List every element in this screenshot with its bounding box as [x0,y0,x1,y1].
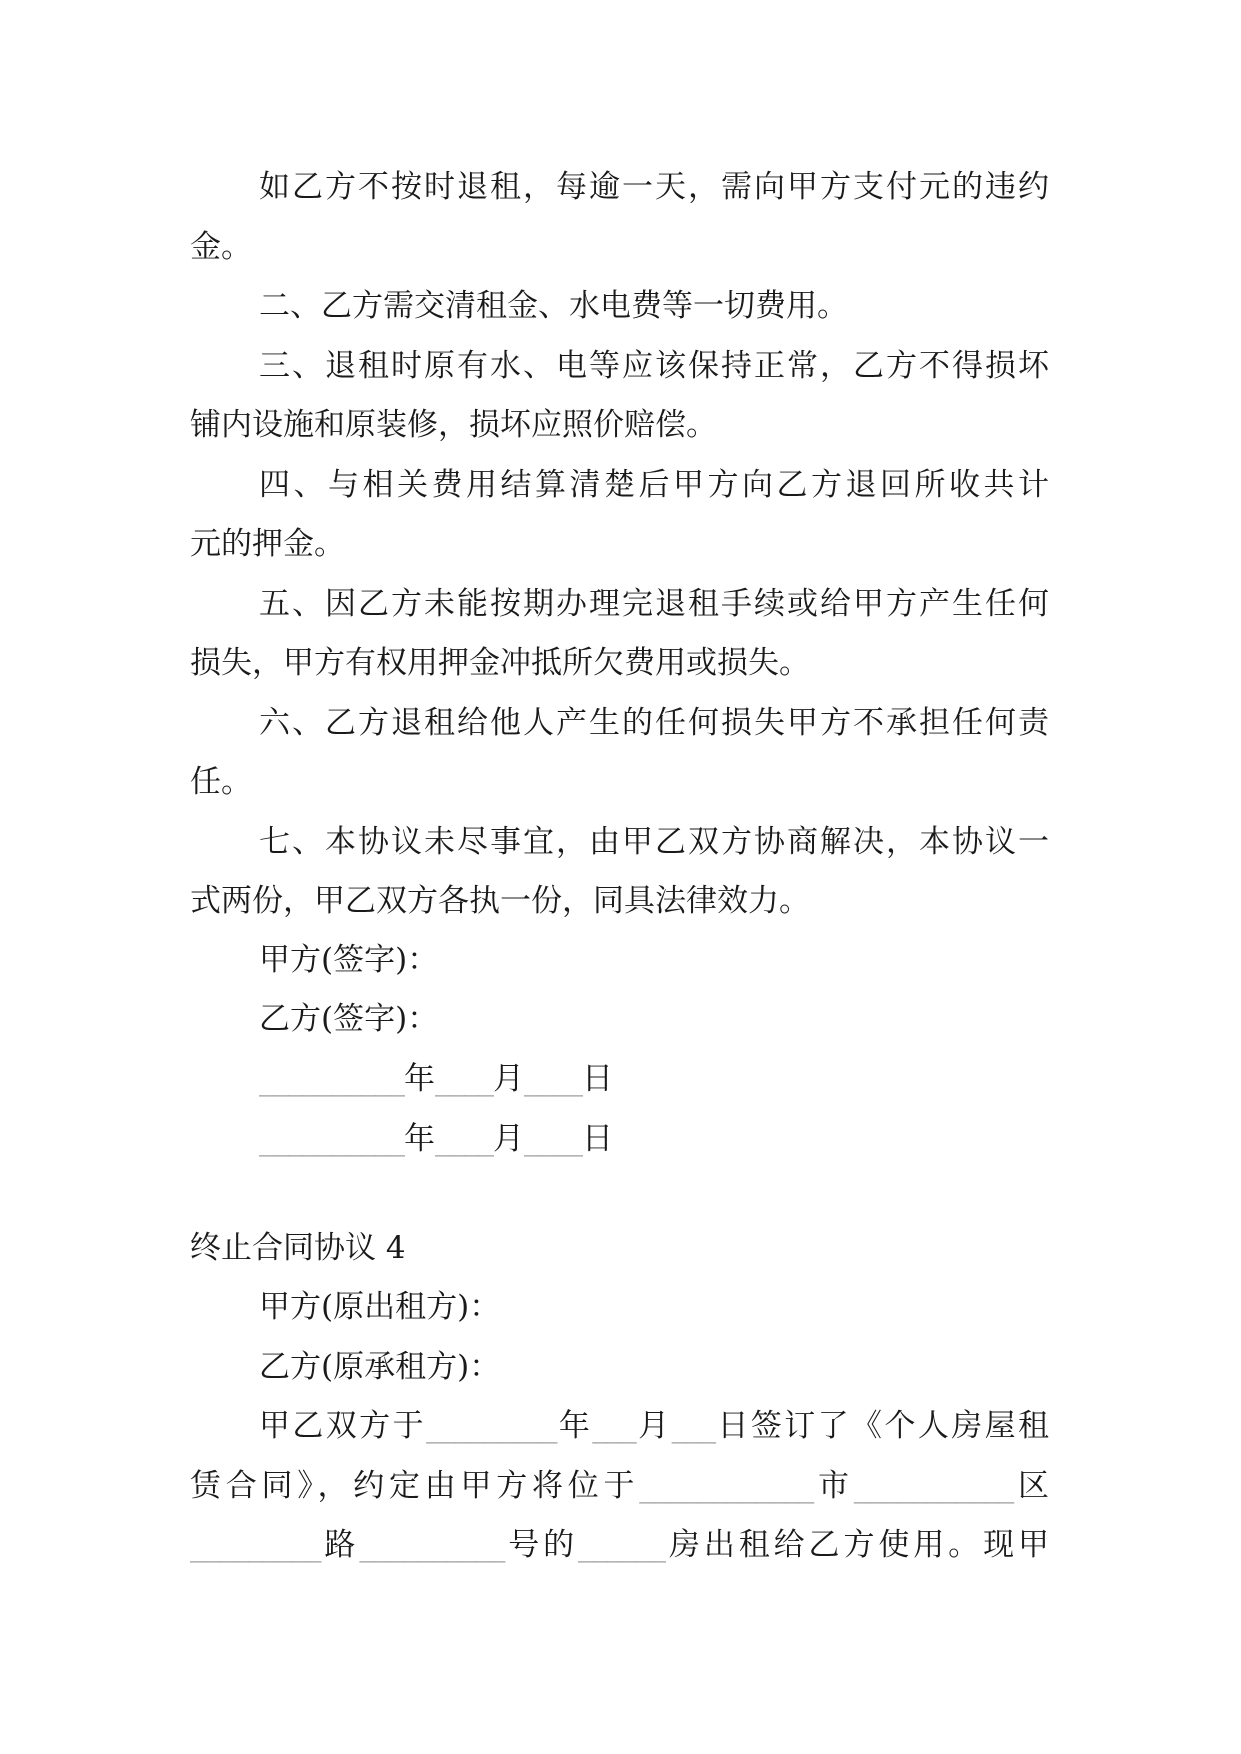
contract-text: 路 [320,1527,360,1563]
contract-text: 甲乙双方于 [259,1408,426,1444]
blank-year: __________ [259,1121,404,1157]
blank-year: __________ [259,1061,404,1097]
clause-seven: 七、本协议未尽事宜，由甲乙双方协商解决，本协议一 [259,824,1049,860]
month-label: 月 [493,1061,524,1097]
date-line [259,1059,613,1099]
clause-three: 三、退租时原有水、电等应该保持正常，乙方不得损坏 [259,348,1049,384]
blank-field: ___ [592,1408,636,1444]
contract-text: 日签订了《个人房屋租 [715,1408,1050,1444]
contract-line-3 [190,1525,1049,1565]
contract-text: 月 [635,1408,672,1444]
year-label: 年 [404,1121,435,1157]
clause-three-cont: 铺内设施和原装修，损坏应照价赔偿。 [190,407,717,443]
blank-field: ___ [671,1408,716,1444]
day-label: 日 [582,1061,613,1097]
clause-five-cont: 损失，甲方有权用押金冲抵所欠费用或损失。 [190,645,810,681]
party-a-signature: 甲方(签字)： [259,942,439,978]
blank-field: ____________ [639,1468,814,1504]
clause-four: 四、与相关费用结算清楚后甲方向乙方退回所收共计 [259,467,1049,503]
blank-field: __________ [359,1527,505,1563]
contract-text: 赁合同》，约定由甲方将位于 [190,1468,640,1504]
blank-month: ____ [435,1061,493,1097]
contract-text: 区 [1013,1468,1049,1504]
year-label: 年 [404,1061,435,1097]
blank-field: _________ [425,1408,557,1444]
blank-day: ____ [524,1061,582,1097]
party-a-lessor: 甲方(原出租方)： [259,1289,501,1325]
party-b-lessee: 乙方(原承租方)： [259,1349,501,1385]
paragraph-late-penalty: 如乙方不按时退租，每逾一天，需向甲方支付元的违约 [259,169,1049,205]
paragraph-late-penalty-cont: 金。 [190,229,252,265]
contract-text: 市 [813,1468,854,1504]
party-b-signature: 乙方(签字)： [259,1001,439,1037]
clause-seven-cont: 式两份，甲乙双方各执一份，同具法律效力。 [190,883,810,919]
blank-field: ______ [578,1527,666,1563]
contract-text: 房出租给乙方使用。现甲 [665,1527,1049,1563]
clause-six-cont: 任。 [190,764,252,800]
blank-day: ____ [524,1121,582,1157]
contract-line-1 [259,1406,1049,1446]
blank-month: ____ [435,1121,493,1157]
clause-four-cont: 元的押金。 [190,526,345,562]
month-label: 月 [493,1121,524,1157]
date-line [259,1119,613,1159]
section-title: 终止合同协议 4 [190,1230,406,1266]
clause-six: 六、乙方退租给他人产生的任何损失甲方不承担任何责 [259,705,1049,741]
clause-five: 五、因乙方未能按期办理完退租手续或给甲方产生任何 [259,586,1049,622]
blank-field: ___________ [853,1468,1014,1504]
contract-text: 号的 [504,1527,579,1563]
contract-line-2 [190,1466,1049,1506]
day-label: 日 [582,1121,613,1157]
contract-text: 年 [556,1408,593,1444]
clause-two: 二、乙方需交清租金、水电费等一切费用。 [259,288,848,324]
blank-field: _________ [190,1527,321,1563]
